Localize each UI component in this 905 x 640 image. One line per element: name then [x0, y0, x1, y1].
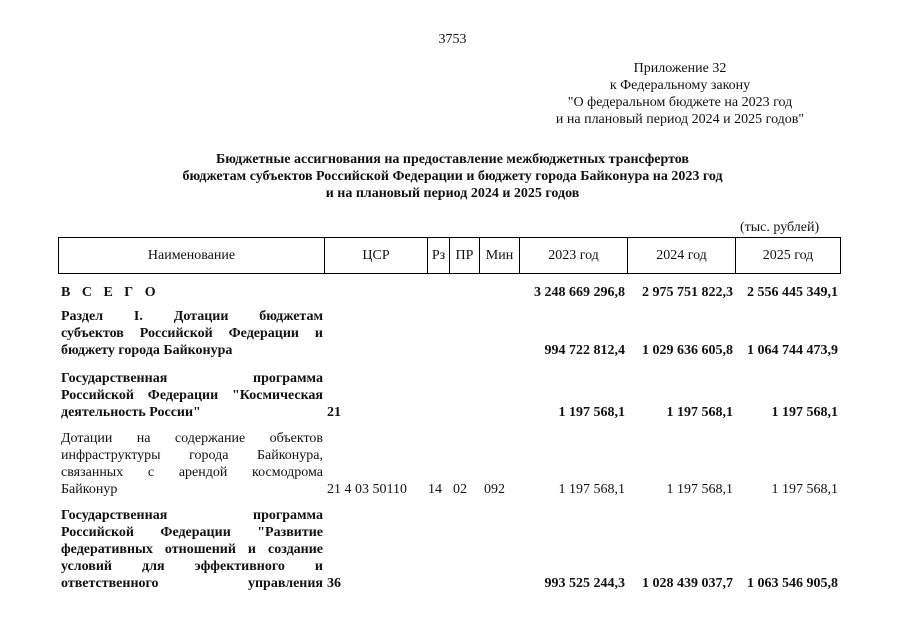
row-baikonur-2025: 1 197 568,1 [771, 482, 838, 497]
row-program-36-2024: 1 028 439 037,7 [642, 576, 733, 591]
text-line: связанных с арендой космодрома [61, 465, 323, 480]
text-line: субъектов Российской Федерации и [61, 326, 323, 341]
row-total-2025: 2 556 445 349,1 [747, 285, 838, 300]
text-line: Байконур [61, 482, 118, 497]
row-total-2024: 2 975 751 822,3 [642, 285, 733, 300]
column-header-2025: 2025 год [762, 247, 814, 263]
appendix-line-4: и на плановый период 2024 и 2025 годов" [555, 112, 805, 127]
row-program-36-2025: 1 063 546 905,8 [747, 576, 838, 591]
appendix-block [520, 60, 840, 128]
title-line-1: Бюджетные ассигнования на предоставление межбюджетных трансфертов [215, 152, 689, 167]
text-line: Российской Федерации "Космическая [61, 388, 323, 403]
column-header-rz: Рз [431, 247, 446, 263]
row-program-21-2025: 1 197 568,1 [771, 405, 838, 420]
row-baikonur-2024: 1 197 568,1 [666, 482, 733, 497]
text-line: Государственная программа [61, 508, 323, 523]
row-baikonur-name [61, 430, 323, 498]
row-baikonur-min: 092 [484, 482, 505, 497]
row-baikonur-csr: 21 4 03 50110 [327, 482, 407, 497]
units-label: (тыс. рублей) [740, 220, 820, 235]
row-total-2023: 3 248 669 296,8 [534, 285, 625, 300]
title-line-3: и на плановый период 2024 и 2025 годов [325, 186, 580, 201]
document-title [90, 151, 815, 202]
text-line: Российской Федерации "Развитие [61, 525, 323, 540]
page-number: 3753 [438, 32, 467, 47]
row-program-36-2023: 993 525 244,3 [544, 576, 625, 591]
title-line-2: бюджетам субъектов Российской Федерации и бюджету города Байконура на 2023 год [182, 169, 723, 184]
column-header-csr: ЦСР [362, 247, 390, 263]
text-line: бюджету города Байконура [61, 343, 233, 358]
row-program-36-name [61, 507, 323, 592]
appendix-line-2: к Федеральному закону [609, 78, 751, 93]
appendix-line-1: Приложение 32 [633, 61, 727, 76]
column-header-pr: ПР [455, 247, 474, 263]
row-program-21-2024: 1 197 568,1 [666, 405, 733, 420]
row-total-name: В С Е Г О [61, 285, 160, 300]
row-section-1-2024: 1 029 636 605,8 [642, 343, 733, 358]
row-baikonur-2023: 1 197 568,1 [558, 482, 625, 497]
row-program-21-2023: 1 197 568,1 [558, 405, 625, 420]
column-header-min: Мин [485, 247, 514, 263]
column-header-name: Наименование [147, 247, 236, 263]
column-header-2024: 2024 год [656, 247, 707, 263]
row-section-1-name [61, 308, 323, 359]
appendix-line-3: "О федеральном бюджете на 2023 год [567, 95, 793, 110]
text-line: условий для эффективного и [61, 559, 323, 574]
text-line: инфраструктуры города Байконура, [61, 448, 323, 463]
text-line: федеративных отношений и создание [61, 542, 323, 557]
text-line: ответственного управления [61, 576, 323, 591]
row-section-1-2025: 1 064 744 473,9 [747, 343, 838, 358]
text-line: Дотации на содержание объектов [61, 431, 323, 446]
row-program-21-name [61, 370, 323, 421]
text-line: Государственная программа [61, 371, 323, 386]
row-baikonur-pr: 02 [453, 482, 467, 497]
text-line: деятельность России" [61, 405, 201, 420]
row-baikonur-rz: 14 [428, 482, 442, 497]
column-header-2023: 2023 год [548, 247, 599, 263]
row-program-21-csr: 21 [327, 405, 341, 420]
row-program-36-csr: 36 [327, 576, 341, 591]
row-section-1-2023: 994 722 812,4 [544, 343, 625, 358]
text-line: Раздел I. Дотации бюджетам [61, 309, 323, 324]
